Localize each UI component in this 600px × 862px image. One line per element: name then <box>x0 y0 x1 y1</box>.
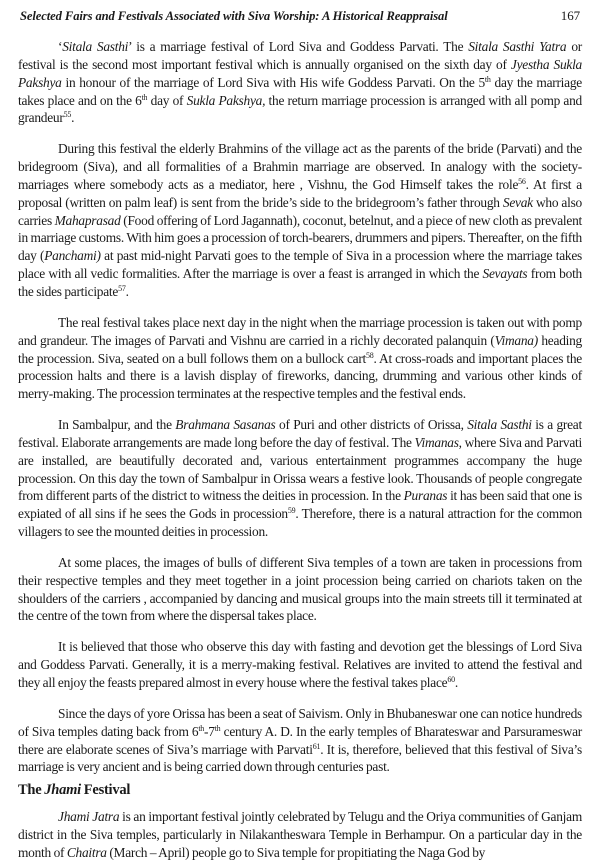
text-run: The <box>18 782 45 799</box>
italic-term: Sitala Sasthi <box>62 39 129 54</box>
text-run: in honour of the marriage of Lord Siva with His wife Goddess Parvati. On the 5 <box>61 74 485 90</box>
paragraph <box>18 638 582 692</box>
text-run: of Puri and other districts of Orissa, <box>275 417 468 433</box>
text-run: . <box>125 283 129 299</box>
text-run: . Therefore, there is a natural attraction for the common villagers to see the mounted deities in procession. <box>18 506 583 540</box>
italic-term: Brahmana Sasanas <box>175 417 276 433</box>
text-run: or festival is the second most important festival which is annually organised on the sixth day of <box>18 39 582 72</box>
paragraph <box>18 38 582 127</box>
section-heading <box>18 782 582 800</box>
footnote-ref: 57 <box>118 283 126 293</box>
text-run: . It is, therefore, believed that this festival of Siva’s marriage is very ancient and is being carried down through centuries past. <box>18 741 582 775</box>
text-run: At some places, the images of bulls of different Siva temples of a town are taken in processions from their respective temples and they meet together in a joint procession being carried on chariots taken on the shoulders of the carriers , accompanied by dancing and musical groups into the main streets till it terminated at the centre of the town from where the dispersal takes place. <box>18 554 582 624</box>
text-run: During this festival the elderly Brahmins of the village act as the parents of the bride (Parvati) and the bridegroom (Siva), and all formalities of a Brahmin marriage are observed. In analogy with the society-marriages where somebody acts as a mediator, here , Vishnu, the God Himself takes the role <box>18 141 582 192</box>
text-run: Since the days of yore Orissa has been a seat of Saivism. Only in Bhubaneswar one can notice hundreds of Siva temples dating back from 6 <box>18 705 582 739</box>
text-run: it has been said that one is expiated of all sins if he sees the Gods in procession <box>18 488 583 522</box>
text-run: . <box>71 110 75 126</box>
text-run: It is believed that those who observe this day with fasting and devotion get the blessings of Lord Siva and Goddess Parvati. Generally, it is a merry-making festival. Relatives are invited to attend the festival and they all enjoy the feasts prepared almost in every house where the festival takes place <box>18 639 582 690</box>
page-number: 167 <box>560 8 580 23</box>
text-run: . <box>454 675 458 690</box>
italic-term: Jhami Jatra <box>58 809 120 825</box>
text-run: (March – April) people go to Siva temple for propitiating the Naga God by <box>106 844 486 860</box>
text-run: Festival <box>80 782 131 799</box>
footnote-ref: 61 <box>312 741 321 751</box>
footnote-ref: 60 <box>447 675 455 684</box>
text-run: -7 <box>204 723 215 739</box>
text-run: . At cross-roads and important places the procession halts and there is a lavish display of fireworks, dancing, drumming and various other kinds of merry-making. The procession terminates at the respective temples and the festival ends. <box>18 350 582 402</box>
footnote-ref: 56 <box>518 176 526 186</box>
text-run: from both the sides participate <box>18 266 582 299</box>
paragraph <box>18 416 582 541</box>
text-run: ’ is a marriage festival of Lord Siva and Goddess Parvati. The <box>128 39 469 54</box>
text-run: (Food offering of Lord Jagannath), coconut, betelnut, and a piece of new cloth as prevalent in marriage customs. With him goes a procession of torch-bearers, drummers and pipers. Thereafter, on the fifth day ( <box>18 212 583 264</box>
footnote-ref: th <box>214 723 221 733</box>
text-run: , where Siva and Parvati are installed, are beautifully decorated and, various entertainment programmes accompany the huge procession. On this day the town of Sambalpur in Orissa wears a festive look. Thousands of people congregate from different parts of the district to witness the deities in procession. In the <box>18 434 582 504</box>
paragraph <box>18 554 582 625</box>
italic-term: Mahaprasad <box>54 212 121 228</box>
paragraph <box>18 808 582 862</box>
footnote-ref: th <box>198 723 205 733</box>
italic-term: Puranas <box>403 488 448 504</box>
footnote-ref: th <box>484 74 491 84</box>
text-run: is an important festival jointly celebrated by Telugu and the Oriya communities of Ganjam district in the Siva temples, particularly in Nilakantheswara Temple in Berhampur. On a particular day in the month of <box>18 809 582 860</box>
text-run: at past mid-night Parvati goes to the temple of Siva in a procession where the marriage takes place with all vedic formalities. After the marriage is over a feast is arranged in which the <box>18 248 582 282</box>
text-run: the return marriage procession is arranged with all pomp and grandeur <box>18 92 582 126</box>
running-head <box>20 8 580 24</box>
italic-term: Sukla Pakshya, <box>186 92 266 108</box>
footnote-ref: 55 <box>63 110 72 120</box>
italic-term: Chaitra <box>66 844 107 860</box>
text-run: day of <box>147 92 187 108</box>
text-run: is a great festival. Elaborate arrangements are made long before the day of festival. The <box>18 417 582 450</box>
paragraph <box>18 140 582 301</box>
footnote-ref: th <box>141 92 148 102</box>
body-text <box>18 38 582 862</box>
footnote-ref: 59 <box>287 506 296 516</box>
italic-term: Jyestha Sukla Pakshya <box>18 56 583 90</box>
running-title: Selected Fairs and Festivals Associated with Siva Worship: A Historical Reappraisal <box>20 9 448 23</box>
italic-term: Panchami) <box>44 248 101 264</box>
text-run: In Sambalpur, and the <box>58 417 176 433</box>
paragraph <box>18 705 582 776</box>
text-run: century A. D. In the early temples of Bharateswar and Parsurameswar there are elaborate scenes of Siva’s marriage with Parvati <box>18 723 582 757</box>
italic-term: Sevak <box>502 194 533 210</box>
text-run: day the marriage takes place and on the 6 <box>18 74 582 108</box>
italic-term: Sitala Sasthi <box>467 417 532 433</box>
paragraph <box>18 314 582 403</box>
text-run: . At first a proposal (written on palm leaf) is sent from the bride’s side to the bridegroom’s father through <box>18 176 582 210</box>
italic-term: Jhami <box>44 782 81 799</box>
footnote-ref: 58 <box>366 350 374 360</box>
text-run: The real festival takes place next day in the night when the marriage procession is taken out with pomp and grandeur. The images of Parvati and Vishnu are carried in a richly decorated palanquin ( <box>18 314 582 348</box>
italic-term: Vimana) <box>494 332 538 348</box>
italic-term: Sitala Sasthi Yatra <box>468 39 567 54</box>
text-run: who also carries <box>18 194 582 228</box>
italic-term: Sevayats <box>482 266 528 282</box>
text-run: heading the procession. Siva, seated on a bull follows them on a bullock cart <box>18 332 582 366</box>
italic-term: Vimanas <box>414 434 459 450</box>
text-run: ‘ <box>58 39 63 54</box>
